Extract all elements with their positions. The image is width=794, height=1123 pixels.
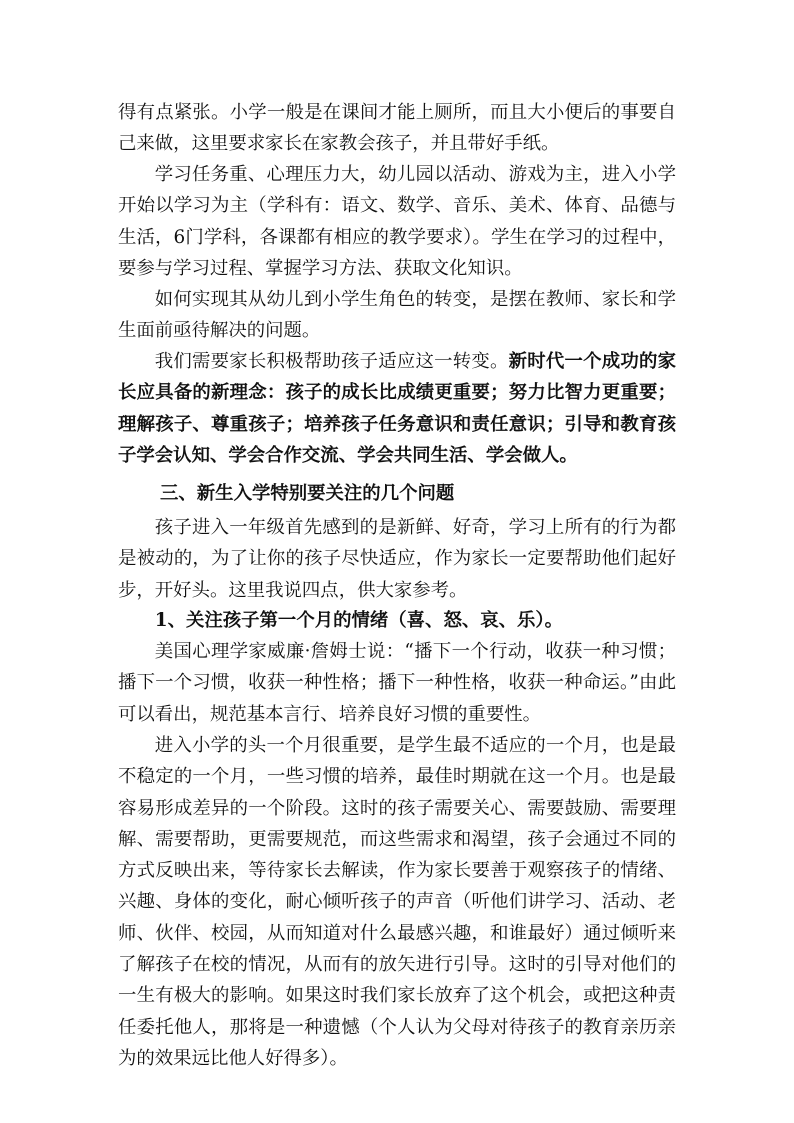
paragraph-first-month: 进入小学的头一个月很重要，是学生最不适应的一个月，也是最不稳定的一个月，一些习惯的培养，最佳时期就在这一个月。也是最容易形成差异的一个阶段。这时的孩子需要关心、需要鼓励、需要理解、需要帮助，更需要规范，而这些需求和渴望，孩子会通过不同的方式反映出来，等待家长去解读，作为家长要善于观察孩子的情绪、兴趣、身体的变化，耐心倾听孩子的声音（听他们讲学习、活动、老师、伙伴、校园，从而知道对什么最感兴趣，和谁最好）通过倾听来了解孩子在校的情况，从而有的放矢进行引导。这时的引导对他们的一生有极大的影响。如果这时我们家长放弃了这个机会，或把这种责任委托他人，那将是一种遗憾（个人认为父母对待孩子的教育亲历亲为的效果远比他人好得多）。	[118, 735, 676, 1069]
section-heading: 三、新生入学特别要关注的几个问题	[160, 483, 455, 504]
parent-concepts-bold: 新时代一个成功的家长应具备的新理念：孩子的成长比成绩更重要；努力比智力更重要；理解孩子、尊重孩子；培养孩子任务意识和责任意识；引导和教育孩子学会认知、学会合作交流、学会共同生活、学会做人。	[118, 351, 676, 466]
sub-heading-emotions: 1、关注孩子第一个月的情绪（喜、怒、哀、乐）。	[154, 610, 563, 631]
parent-concepts-intro: 我们需要家长积极帮助孩子适应这一转变。	[154, 351, 509, 372]
paragraph-role-transition: 如何实现其从幼儿到小学生角色的转变，是摆在教师、家长和学生面前亟待解决的问题。	[118, 289, 676, 342]
paragraph-parent-concepts	[118, 346, 676, 471]
paragraph-toilet-habits: 得有点紧张。小学一般是在课间才能上厕所，而且大小便后的事要自己来做，这里要求家长在家教会孩子，并且带好手纸。	[118, 102, 676, 155]
paragraph-learning-tasks: 学习任务重、心理压力大，幼儿园以活动、游戏为主，进入小学开始以学习为主（学科有：语文、数学、音乐、美术、体育、品德与生活，6门学科，各课都有相应的教学要求）。学生在学习的过程中，要参与学习过程、掌握学习方法、获取文化知识。	[118, 164, 676, 279]
paragraph-first-grade: 孩子进入一年级首先感到的是新鲜、好奇，学习上所有的行为都是被动的，为了让你的孩子尽快适应，作为家长一定要帮助他们起好步，开好头。这里我说四点，供大家参考。	[118, 517, 676, 601]
paragraph-james-quote: 美国心理学家威廉·詹姆士说：“播下一个行动，收获一种习惯；播下一个习惯，收获一种性格；播下一种性格，收获一种命运。”由此可以看出，规范基本言行、培养良好习惯的重要性。	[118, 641, 676, 725]
